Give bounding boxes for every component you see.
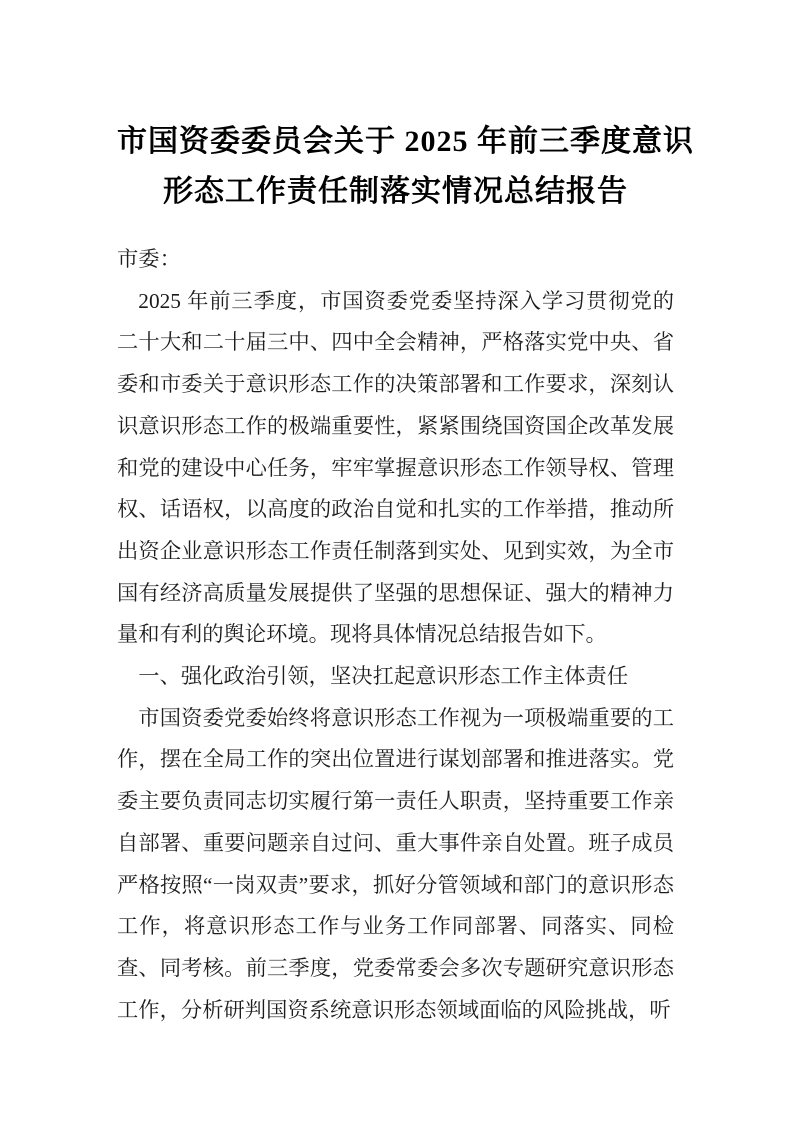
salutation: 市委：: [117, 247, 181, 271]
document-content: [117, 117, 694, 1031]
paragraph-intro: 2025 年前三季度，市国资委党委坚持深入学习贯彻党的二十大和二十届三中、四中全会精神，严格落实党中央、省委和市委关于意识形态工作的决策部署和工作要求，深刻认识意识形态工作的极端重要性，紧紧围绕国资国企改革发展和党的建设中心任务，牢牢掌握意识形态工作领导权、管理权、话语权，以高度的政治自觉和扎实的工作举措，推动所出资企业意识形态工作责任制落到实处、见到实效，为全市国有经济高质量发展提供了坚强的思想保证、强大的精神力量和有利的舆论环境。现将具体情况总结报告如下。: [117, 288, 674, 647]
document-body: [117, 239, 674, 1031]
title-line-1: 市国资委委员会关于 2025 年前三季度意识: [117, 125, 694, 158]
section-heading-1: 一、强化政治引领，坚决扛起意识形态工作主体责任: [138, 664, 629, 689]
paragraph-section-1: 市国资委党委始终将意识形态工作视为一项极端重要的工作，摆在全局工作的突出位置进行谋划部署和推进落实。党委主要负责同志切实履行第一责任人职责，坚持重要工作亲自部署、重要问题亲自过问、重大事件亲自处置。班子成员严格按照“一岗双责”要求，抓好分管领域和部门的意识形态工作，将意识形态工作与业务工作同部署、同落实、同检查、同考核。前三季度，党委常委会多次专题研究意识形态工作，分析研判国资系统意识形态领域面临的风险挑战，听: [117, 705, 674, 1022]
title-line-2: 形态工作责任制落实情况总结报告: [163, 175, 628, 208]
document-title: [117, 117, 694, 217]
